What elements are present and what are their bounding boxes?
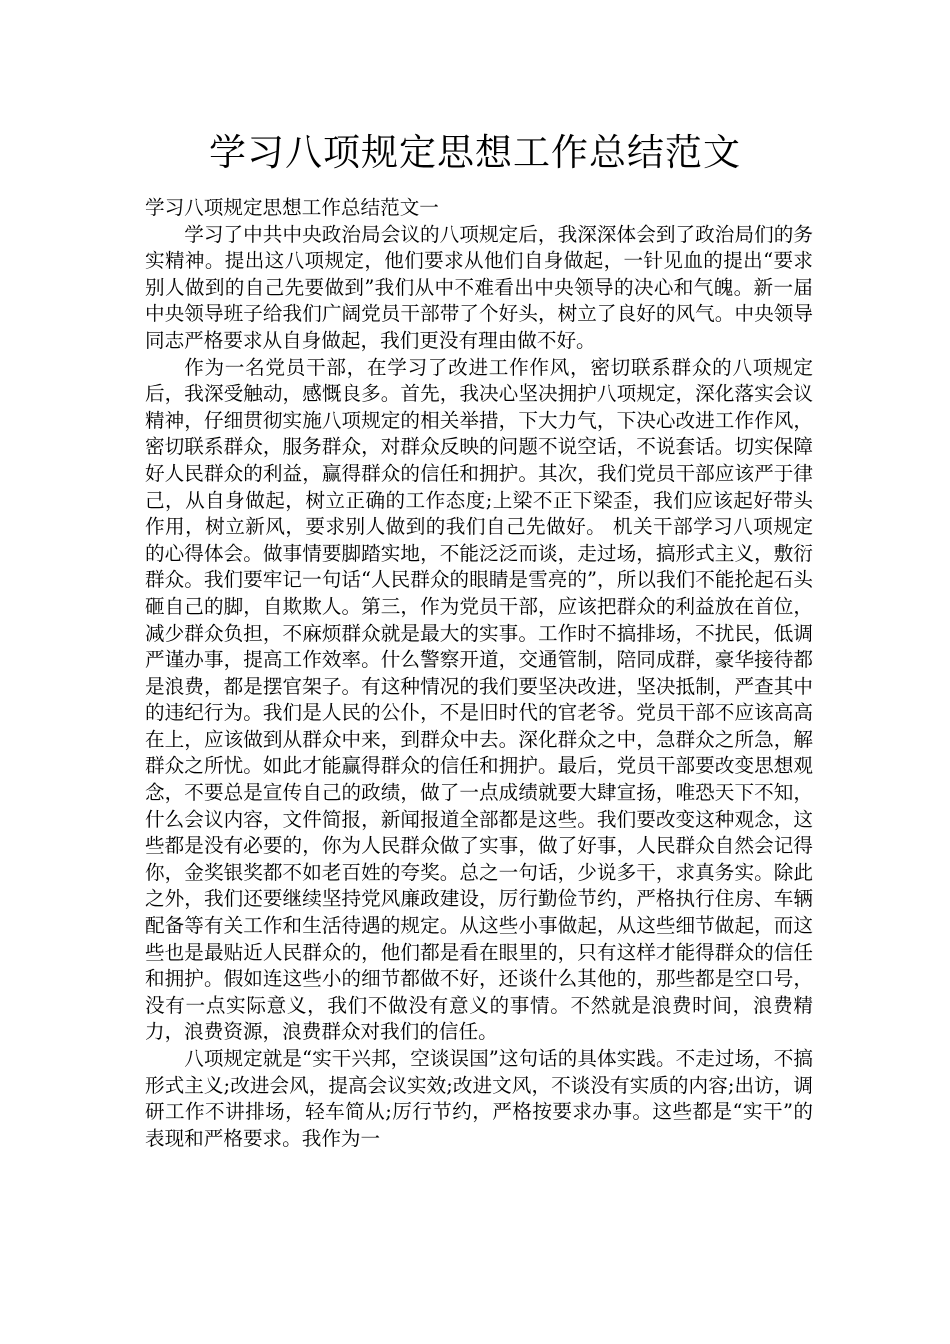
document-title: 学习八项规定思想工作总结范文 [209,131,741,174]
paragraph-1: 学习了中共中央政治局会议的八项规定后，我深深体会到了政治局们的务实精神。提出这八项规定，他们要求从他们自身做起，一针见血的提出“要求别人做到的自己先要做到”我们从中不难看出中央领导的决心和气魄。新一届中央领导班子给我们广阔党员干部带了个好头，树立了良好的风气。中央领导同志严格要求从自身做起，我们更没有理由做不好。 [145,222,813,352]
document-body [145,195,813,1152]
section-subtitle: 学习八项规定思想工作总结范文一 [145,196,439,219]
paragraph-2: 作为一名党员干部，在学习了改进工作作风，密切联系群众的八项规定后，我深受触动，感慨良多。首先，我决心坚决拥护八项规定，深化落实会议精神，仔细贯彻实施八项规定的相关举措，下大力气，下决心改进工作作风，密切联系群众，服务群众，对群众反映的问题不说空话，不说套话。切实保障好人民群众的利益，赢得群众的信任和拥护。其次，我们党员干部应该严于律己，从自身做起，树立正确的工作态度;上梁不正下梁歪，我们应该起好带头作用，树立新风，要求别人做到的我们自己先做好。 机关干部学习八项规定的心得体会。做事情要脚踏实地，不能泛泛而谈，走过场，搞形式主义，敷衍群众。我们要牢记一句话“人民群众的眼睛是雪亮的”，所以我们不能抡起石头砸自己的脚，自欺欺人。第三，作为党员干部，应该把群众的利益放在首位，减少群众负担，不麻烦群众就是最大的实事。工作时不搞排场，不扰民，低调严谨办事，提高工作效率。什么警察开道，交通管制，陪同成群，豪华接待都是浪费，都是摆官架子。有这种情况的我们要坚决改进，坚决抵制，严查其中的违纪行为。我们是人民的公仆，不是旧时代的官老爷。党员干部不应该高高在上，应该做到从群众中来，到群众中去。深化群众之中，急群众之所急，解群众之所忧。如此才能赢得群众的信任和拥护。最后，党员干部要改变思想观念，不要总是宣传自己的政绩，做了一点成绩就要大肆宣扬，唯恐天下不知，什么会议内容，文件简报，新闻报道全部都是这些。我们要改变这种观念，这些都是没有必要的，你为人民群众做了实事，做了好事，人民群众自然会记得你，金奖银奖都不如老百姓的夸奖。总之一句话，少说多干，求真务实。除此之外，我们还要继续坚持党风廉政建设，厉行勤俭节约，严格执行住房、车辆配备等有关工作和生活待遇的规定。从这些小事做起，从这些细节做起，而这些也是最贴近人民群众的，他们都是看在眼里的，只有这样才能得群众的信任和拥护。假如连这些小的细节都做不好，还谈什么其他的，那些都是空口号，没有一点实际意义，我们不做没有意义的事情。不然就是浪费时间，浪费精力，浪费资源，浪费群众对我们的信任。 [145,355,813,1044]
paragraph-3: 八项规定就是“实干兴邦，空谈误国”这句话的具体实践。不走过场，不搞形式主义;改进会风，提高会议实效;改进文风，不谈没有实质的内容;出访，调研工作不讲排场，轻车简从;厉行节约，严格按要求办事。这些都是“实干”的表现和严格要求。我作为一 [145,1047,813,1150]
